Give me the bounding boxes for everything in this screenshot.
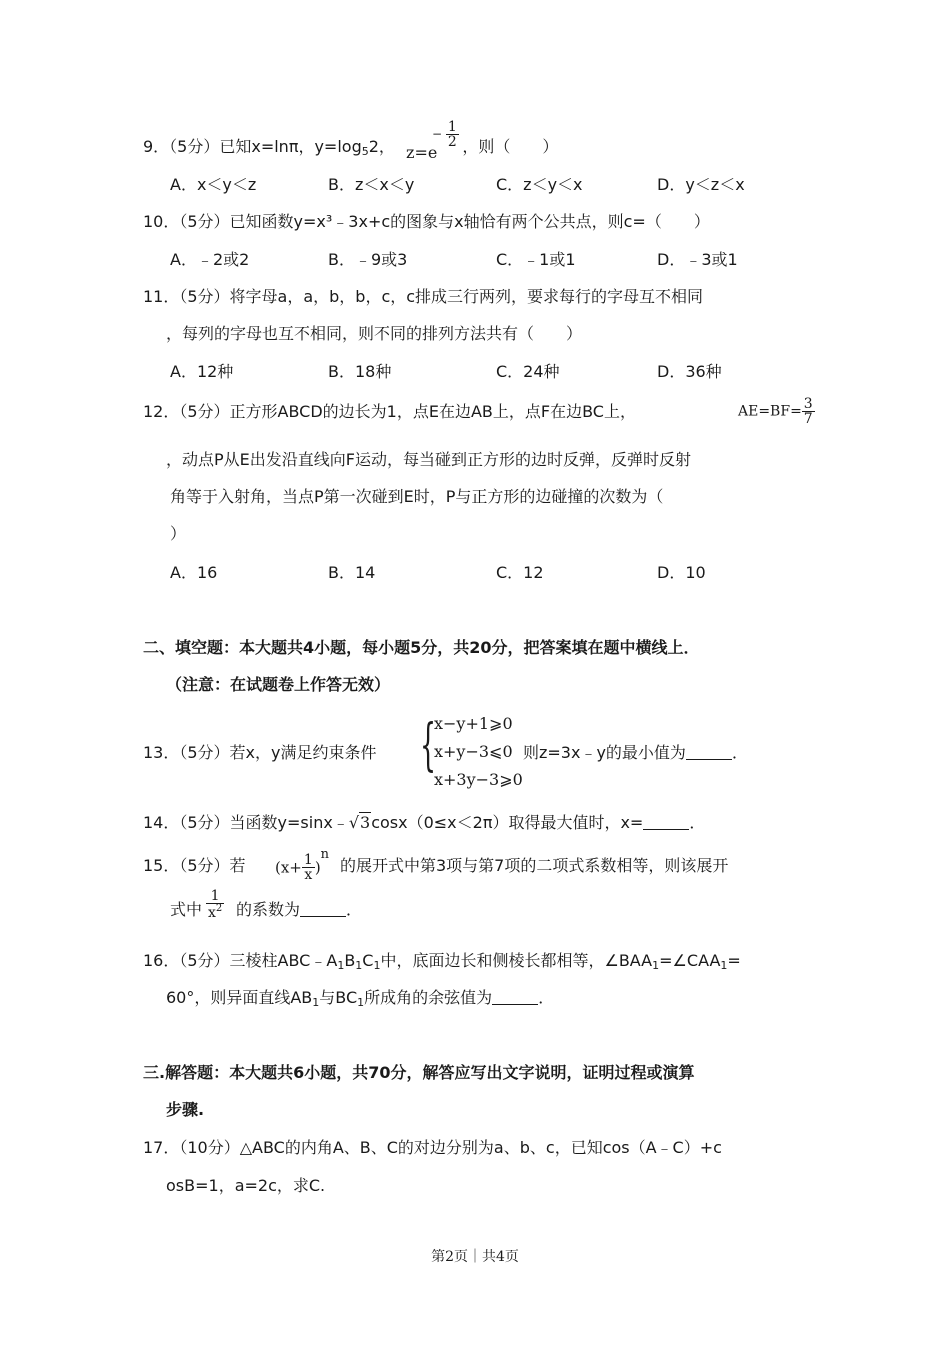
- q11-option-b: B．18种: [328, 362, 392, 381]
- q14-sqrt-value: 3: [360, 813, 371, 832]
- q11-option-a: A．12种: [170, 362, 234, 381]
- q15-fraction-2: [206, 889, 224, 920]
- q9-option-b: B．z＜x＜y: [328, 175, 415, 194]
- q15-frac-num: 1: [303, 852, 313, 868]
- q9-exp-sign: −: [432, 127, 443, 141]
- page-footer: 第2页｜共4页: [431, 1249, 519, 1265]
- q15-frac2-den: x: [208, 905, 216, 921]
- q15-tail: 的展开式中第3项与第7项的二项式系数相等，则该展开: [340, 856, 729, 875]
- q15-end: ．: [346, 900, 363, 919]
- q15-line2-lead: 式中: [170, 900, 203, 919]
- question-11-line-1: 11．（5分）将字母a，a，b，b，c，c排成三行两列，要求每行的字母互不相同: [143, 287, 704, 306]
- q16-l2-b: 与BC: [319, 988, 358, 1007]
- question-10: 10．（5分）已知函数y=x³﹣3x+c的图象与x轴恰有两个公共点，则c=（ ）: [143, 212, 710, 231]
- q15-reciprocal: [206, 889, 224, 920]
- q12-fraction: [802, 397, 815, 426]
- q14-tail: cosx（0≤x＜2π）取得最大值时，x=: [371, 813, 644, 832]
- q13-tail-text: 则z=3x﹣y的最小值为: [523, 743, 686, 762]
- q16-s1: 1: [337, 959, 345, 972]
- q12-option-c: C．12: [496, 563, 544, 582]
- q15-lead: 15．（5分）若: [143, 856, 246, 875]
- q16-s6: 1: [312, 996, 320, 1009]
- q16-l1-f: =: [727, 951, 741, 970]
- q11-option-c: C．24种: [496, 362, 560, 381]
- q13-constraint-2: x+y−3⩽0: [434, 742, 513, 761]
- q9-option-a: A．x＜y＜z: [170, 175, 257, 194]
- question-15-line-2: [170, 899, 202, 921]
- q12-option-b: B．14: [328, 563, 376, 582]
- q16-end: ．: [538, 988, 555, 1007]
- question-13-lead: 13．（5分）若x，y满足约束条件: [143, 743, 377, 762]
- q9-lead: 9．（5分）已知x=lnπ，y=log: [143, 137, 362, 156]
- q15-paren-open: (x+: [275, 858, 302, 877]
- q15-binomial: [275, 846, 329, 882]
- question-14: [143, 812, 705, 834]
- q15-frac2-den-wrap: [206, 904, 224, 920]
- q15-fraction: [302, 853, 315, 882]
- q16-l2-a: 60°，则异面直线AB: [166, 988, 313, 1007]
- question-15-line-1: [143, 855, 246, 877]
- q9-exp-num: 1: [447, 119, 457, 135]
- q16-s7: 1: [357, 996, 365, 1009]
- q13-constraint-1: x−y+1⩾0: [434, 714, 513, 733]
- q14-answer-blank[interactable]: [643, 813, 689, 830]
- q10-option-b: B．﹣9或3: [328, 250, 408, 269]
- q9-tail: ，则（ ）: [462, 137, 559, 156]
- section-2-note: （注意：在试题卷上作答无效）: [166, 675, 391, 694]
- q14-end: ．: [689, 813, 706, 832]
- q15-line2-tail-text: 的系数为: [236, 900, 301, 919]
- q16-l1-e: =∠CAA: [659, 951, 721, 970]
- q9-log-base: 5: [361, 145, 369, 158]
- q15-line2-tail: [236, 899, 362, 921]
- q9-z-expression: [406, 119, 462, 164]
- q15-frac-den: x: [304, 867, 313, 883]
- section-2-heading: 二、填空题：本大题共4小题，每小题5分，共20分，把答案填在题中横线上．: [143, 638, 700, 657]
- q10-option-c: C．﹣1或1: [496, 250, 576, 269]
- q9-exp-den: 2: [447, 134, 457, 150]
- q10-option-d: D．﹣3或1: [657, 250, 738, 269]
- question-11-line-2: ，每列的字母也互不相同，则不同的排列方法共有（ ）: [166, 324, 583, 343]
- q13-end: ．: [731, 743, 748, 762]
- q16-answer-blank[interactable]: [492, 988, 538, 1005]
- q14-lead: 14．（5分）当函数y=sinx﹣: [143, 813, 349, 832]
- q15-answer-blank[interactable]: [300, 900, 346, 917]
- q15-frac2-num: 1: [206, 889, 224, 904]
- q16-s3: 1: [373, 959, 381, 972]
- q16-s4: 1: [652, 959, 660, 972]
- question-17-line-1: 17．（10分）△ABC的内角A、B、C的对边分别为a、b、c，已知cos（A﹣C）+c: [143, 1138, 722, 1157]
- question-16-line-1: [143, 950, 741, 977]
- q9-z-prefix: z=e: [406, 143, 438, 162]
- section-3-heading: 三.解答题：本大题共6小题，共70分，解答应写出文字说明，证明过程或演算: [143, 1063, 695, 1082]
- q9-exp-fraction: [446, 120, 459, 149]
- q15-power: n: [320, 847, 330, 862]
- q12-ae-bf: AE=BF=: [738, 403, 802, 420]
- q12-frac-den: 7: [803, 411, 813, 427]
- question-12-line-1: [143, 401, 636, 423]
- section-3-heading-cont: 步骤.: [166, 1100, 205, 1119]
- q11-option-d: D．36种: [657, 362, 722, 381]
- question-12-line-3: 角等于入射角，当点P第一次碰到E时，P与正方形的边碰撞的次数为（: [170, 487, 664, 506]
- q16-l1-d: 中，底面边长和侧棱长都相等，∠BAA: [380, 951, 653, 970]
- question-17-line-2: osB=1，a=2c，求C.: [166, 1176, 326, 1195]
- question-9: [143, 119, 559, 163]
- q9-option-c: C．z＜y＜x: [496, 175, 583, 194]
- question-12-line-2: ，动点P从E出发沿直线向F运动，每当碰到正方形的边时反弹，反弹时反射: [166, 450, 691, 469]
- q16-s5: 1: [720, 959, 728, 972]
- q16-s2: 1: [355, 959, 363, 972]
- q14-sqrt: √3: [348, 813, 371, 832]
- q9-mid: 2，: [368, 137, 395, 156]
- q15-paren-close: ): [314, 858, 321, 877]
- q12-option-a: A．16: [170, 563, 218, 582]
- q16-l2-c: 所成角的余弦值为: [364, 988, 493, 1007]
- q12-ae-bf-expression: [738, 397, 815, 426]
- q16-l1-a: 16．（5分）三棱柱ABC﹣A: [143, 951, 338, 970]
- q15-frac2-pow: 2: [215, 903, 223, 914]
- q13-brace: {: [420, 713, 437, 778]
- q16-l1-c: C: [362, 951, 374, 970]
- question-16-line-2: [166, 987, 554, 1014]
- q9-option-d: D．y＜z＜x: [657, 175, 745, 194]
- q16-l1-b: B: [344, 951, 356, 970]
- q13-constraint-3: x+3y−3⩾0: [434, 770, 523, 789]
- q12-line1-text: 12．（5分）正方形ABCD的边长为1，点E在边AB上，点F在边BC上，: [143, 402, 636, 421]
- q10-option-a: A．﹣2或2: [170, 250, 250, 269]
- question-13-tail: [523, 742, 748, 764]
- q12-frac-num: 3: [803, 396, 813, 412]
- q9-exponent: [432, 120, 459, 149]
- question-12-line-4: ）: [170, 524, 187, 543]
- q12-option-d: D．10: [657, 563, 706, 582]
- q13-answer-blank[interactable]: [686, 743, 732, 760]
